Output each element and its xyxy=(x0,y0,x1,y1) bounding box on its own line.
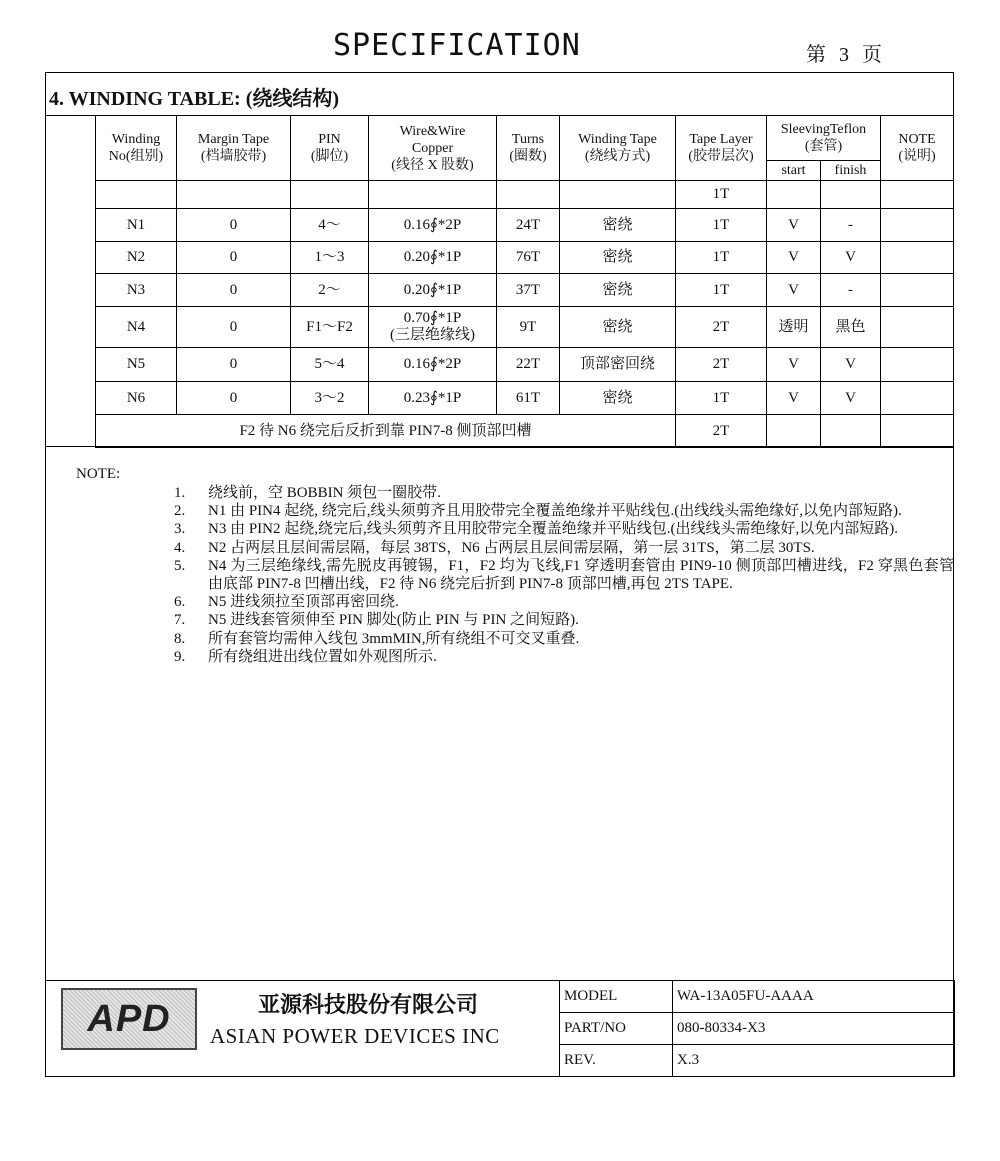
cell-wire: 0.23∮*1P xyxy=(369,382,497,415)
cell-footer-instruction: F2 待 N6 绕完后反折到靠 PIN7-8 侧顶部凹槽 xyxy=(96,415,676,448)
cell-finish: 黑色 xyxy=(821,307,881,348)
cell-note xyxy=(881,209,954,242)
cell-method: 密绕 xyxy=(560,242,676,274)
table-row xyxy=(96,382,954,415)
list-item: 7. N5 进线套管须伸至 PIN 脚处(防止 PIN 与 PIN 之间短路). xyxy=(174,612,579,629)
cell-pin: 3～2 xyxy=(291,382,369,415)
notes-list xyxy=(174,484,954,666)
cell-margin: 0 xyxy=(177,209,291,242)
table-row xyxy=(96,307,954,348)
logo-text: APD xyxy=(87,997,171,1040)
rev-value: X.3 xyxy=(673,1045,955,1077)
header-winding-tape: Winding Tape (绕线方式) xyxy=(560,116,676,181)
header-wire: Wire&Wire Copper (线径 X 股数) xyxy=(369,116,497,181)
company-logo xyxy=(61,988,197,1050)
list-item: 8. 所有套管均需伸入线包 3mmMIN,所有绕组不可交叉重叠. xyxy=(174,630,580,647)
page-number: 第 3 页 xyxy=(806,44,886,66)
title-block-table xyxy=(559,980,955,1077)
cell-margin: 0 xyxy=(177,348,291,382)
cell-tape: 1T xyxy=(676,382,767,415)
notes-heading: NOTE: xyxy=(76,466,121,482)
cell-start: V xyxy=(767,209,821,242)
header-start: start xyxy=(767,161,821,181)
cell-finish: V xyxy=(821,242,881,274)
cell-start: V xyxy=(767,274,821,307)
cell-note xyxy=(881,307,954,348)
cell-note xyxy=(881,382,954,415)
model-label: MODEL xyxy=(560,981,673,1013)
header-sleeving: SleevingTeflon (套管) xyxy=(767,116,881,161)
list-item: 1. 绕线前，空 BOBBIN 须包一圈胶带. xyxy=(174,485,441,501)
table-row xyxy=(96,209,954,242)
cell-pin: 4～ xyxy=(291,209,369,242)
table-row xyxy=(96,415,954,448)
cell-margin: 0 xyxy=(177,242,291,274)
header-pin: PIN (脚位) xyxy=(291,116,369,181)
section-title: 4. WINDING TABLE: (绕线结构) xyxy=(49,88,340,110)
list-item: 2. N1 由 PIN4 起绕, 绕完后,线头须剪齐且用胶带完全覆盖绝缘并平贴线包.(出线线头需绝缘好,以免内部短路). xyxy=(174,503,902,520)
cell-turns: 22T xyxy=(497,348,560,382)
cell-turns: 24T xyxy=(497,209,560,242)
table-header-row xyxy=(96,116,954,161)
company-name-cn: 亚源科技股份有限公司 xyxy=(258,993,479,1018)
partno-value: 080-80334-X3 xyxy=(673,1013,955,1045)
cell-turns: 61T xyxy=(497,382,560,415)
cell-winding: N5 xyxy=(96,348,177,382)
cell-turns: 9T xyxy=(497,307,560,348)
cell-wire: 0.20∮*1P xyxy=(369,242,497,274)
cell-finish: - xyxy=(821,209,881,242)
cell-finish: V xyxy=(821,348,881,382)
header-margin-tape: Margin Tape (档墙胶带) xyxy=(177,116,291,181)
spec-title: SPECIFICATION xyxy=(333,28,581,63)
header-note: NOTE (说明) xyxy=(881,116,954,181)
cell-start: 透明 xyxy=(767,307,821,348)
list-item: 4. N2 占两层且层间需层隔，每层 38TS，N6 占两层且层间需层隔，第一层 31TS，第二层 30TS. xyxy=(174,539,815,556)
company-name-en: ASIAN POWER DEVICES INC xyxy=(210,1024,500,1048)
cell-tape: 1T xyxy=(676,274,767,307)
cell-margin: 0 xyxy=(177,274,291,307)
cell-method: 顶部密回绕 xyxy=(560,348,676,382)
table-row xyxy=(96,242,954,274)
cell-wire: 0.16∮*2P xyxy=(369,348,497,382)
cell-pin: 1～3 xyxy=(291,242,369,274)
cell-tape: 1T xyxy=(676,209,767,242)
cell-method: 密绕 xyxy=(560,209,676,242)
cell-finish: V xyxy=(821,382,881,415)
cell-tape: 2T xyxy=(676,415,767,448)
cell-start: V xyxy=(767,382,821,415)
table-row xyxy=(96,181,954,209)
header-finish: finish xyxy=(821,161,881,181)
partno-label: PART/NO xyxy=(560,1013,673,1045)
cell-turns: 76T xyxy=(497,242,560,274)
header-tape-layer: Tape Layer (胶带层次) xyxy=(676,116,767,181)
list-item: 3. N3 由 PIN2 起绕,绕完后,线头须剪齐且用胶带完全覆盖绝缘并平贴线包.(出线线头需绝缘好,以免内部短路). xyxy=(174,521,898,538)
cell-winding: N6 xyxy=(96,382,177,415)
cell-start: V xyxy=(767,242,821,274)
table-row xyxy=(96,274,954,307)
cell-margin: 0 xyxy=(177,307,291,348)
cell-pin: F1～F2 xyxy=(291,307,369,348)
cell-pin: 5～4 xyxy=(291,348,369,382)
cell-winding: N2 xyxy=(96,242,177,274)
header-turns: Turns (圈数) xyxy=(497,116,560,181)
cell-wire: 0.20∮*1P xyxy=(369,274,497,307)
cell-turns: 37T xyxy=(497,274,560,307)
cell-start: V xyxy=(767,348,821,382)
table-row xyxy=(96,348,954,382)
cell-tape: 1T xyxy=(676,181,767,209)
cell-note xyxy=(881,348,954,382)
cell-method: 密绕 xyxy=(560,382,676,415)
divider xyxy=(45,446,954,447)
winding-table xyxy=(95,115,954,448)
cell-finish: - xyxy=(821,274,881,307)
cell-wire: 0.16∮*2P xyxy=(369,209,497,242)
cell-wire: 0.70∮*1P (三层绝缘线) xyxy=(369,307,497,348)
list-item: 6. N5 进线须拉至顶部再密回绕. xyxy=(174,594,399,611)
cell-winding: N4 xyxy=(96,307,177,348)
cell-method: 密绕 xyxy=(560,274,676,307)
list-item: 5. N4 为三层绝缘线,需先脱皮再镀锡，F1，F2 均为飞线,F1 穿透明套管由 PIN9-10 侧顶部凹槽进线，F2 穿黑色套管由底部 PIN7-8 凹槽出线，F2 待 N6 绕完后折到 PIN7-8 顶部凹槽,再包 2TS TAPE. xyxy=(174,557,954,593)
rev-label: REV. xyxy=(560,1045,673,1077)
list-item: 9. 所有绕组进出线位置如外观图所示. xyxy=(174,648,437,665)
cell-pin: 2～ xyxy=(291,274,369,307)
cell-winding: N3 xyxy=(96,274,177,307)
cell-note xyxy=(881,242,954,274)
model-value: WA-13A05FU-AAAA xyxy=(673,981,955,1013)
cell-method: 密绕 xyxy=(560,307,676,348)
cell-winding: N1 xyxy=(96,209,177,242)
cell-tape: 2T xyxy=(676,348,767,382)
header-winding: Winding No(组别) xyxy=(96,116,177,181)
cell-note xyxy=(881,274,954,307)
cell-tape: 2T xyxy=(676,307,767,348)
cell-tape: 1T xyxy=(676,242,767,274)
cell-margin: 0 xyxy=(177,382,291,415)
